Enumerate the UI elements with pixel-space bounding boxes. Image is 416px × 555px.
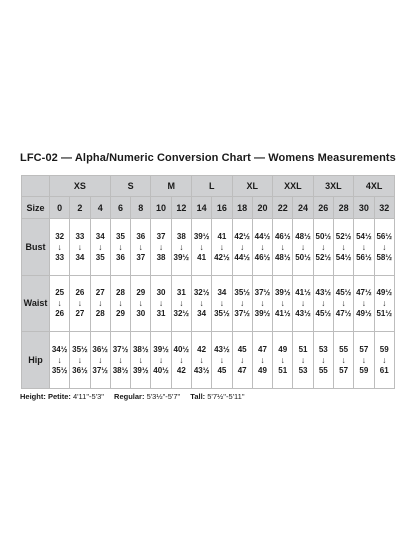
measurement-range-cell (110, 275, 130, 332)
down-arrow-icon: ↓ (199, 241, 204, 252)
measurement-range-cell (273, 332, 293, 389)
measurement-range-cell (232, 219, 252, 276)
measurement-range-cell (50, 219, 70, 276)
measurement-range-cell (252, 275, 272, 332)
range-to: 35½ (51, 366, 68, 376)
measurement-row (22, 275, 395, 332)
measurement-row (22, 219, 395, 276)
down-arrow-icon: ↓ (300, 298, 306, 309)
measurement-range-cell (273, 219, 293, 276)
range-to: 55 (318, 366, 328, 376)
range-to: 52½ (315, 252, 332, 262)
measurement-range-cell (232, 275, 252, 332)
corner-cell (22, 176, 50, 197)
numeric-size-cell: 18 (232, 197, 252, 219)
range-to: 50½ (295, 252, 311, 262)
range-from: 36 (136, 231, 146, 241)
down-arrow-icon: ↓ (219, 241, 225, 252)
range-from: 37½ (112, 345, 129, 355)
range-from: 32½ (193, 288, 210, 298)
down-arrow-icon: ↓ (57, 355, 62, 366)
size-conversion-table (21, 175, 395, 389)
down-arrow-icon: ↓ (321, 355, 326, 366)
range-from: 25 (55, 288, 65, 298)
alpha-size-cell: 4XL (354, 176, 395, 197)
down-arrow-icon: ↓ (138, 298, 143, 309)
petite-value: 4'11"-5'3" (72, 392, 104, 401)
measurement-range-cell (273, 275, 293, 332)
measurement-range-cell (131, 219, 151, 276)
range-from: 55 (339, 345, 349, 355)
range-from: 52½ (335, 231, 352, 241)
numeric-size-cell: 30 (354, 197, 374, 219)
range-to: 42 (176, 366, 186, 376)
down-arrow-icon: ↓ (280, 298, 285, 309)
measurement-range-cell (354, 275, 374, 332)
range-to: 35 (95, 252, 105, 262)
range-to: 37½ (234, 309, 250, 319)
range-from: 39½ (274, 288, 291, 298)
range-to: 45½ (315, 309, 332, 319)
down-arrow-icon: ↓ (118, 241, 123, 252)
range-to: 39½ (173, 252, 190, 262)
numeric-size-cell: 12 (171, 197, 191, 219)
size-label: Size (22, 197, 50, 219)
down-arrow-icon: ↓ (240, 355, 245, 366)
range-to: 41½ (274, 309, 291, 319)
range-from: 34 (217, 288, 227, 298)
down-arrow-icon: ↓ (280, 355, 285, 366)
down-arrow-icon: ↓ (179, 355, 184, 366)
range-to: 27 (75, 309, 85, 319)
range-from: 28 (116, 288, 125, 298)
range-to: 47½ (335, 309, 352, 319)
down-arrow-icon: ↓ (98, 241, 103, 252)
range-from: 38 (176, 231, 186, 241)
numeric-size-cell: 8 (131, 197, 151, 219)
range-from: 42 (197, 345, 207, 355)
numeric-size-cell: 26 (313, 197, 333, 219)
range-from: 32 (55, 231, 65, 241)
measurement-range-cell (313, 332, 333, 389)
measurement-range-cell (313, 275, 333, 332)
numeric-size-cell: 22 (273, 197, 293, 219)
range-to: 43½ (295, 309, 311, 319)
range-from: 30 (156, 288, 166, 298)
range-from: 53 (318, 345, 328, 355)
down-arrow-icon: ↓ (361, 298, 366, 309)
range-to: 26 (55, 309, 65, 319)
measurement-range-cell (212, 219, 232, 276)
measurement-range-cell (313, 219, 333, 276)
range-to: 34 (197, 309, 207, 319)
height-label: Height: (20, 392, 46, 401)
down-arrow-icon: ↓ (382, 298, 387, 309)
measurement-range-cell (293, 219, 313, 276)
range-to: 41 (197, 252, 207, 262)
range-from: 34 (95, 231, 105, 241)
range-to: 37 (136, 252, 146, 262)
measurement-range-cell (171, 332, 191, 389)
range-to: 36 (116, 252, 125, 262)
range-from: 40½ (173, 345, 190, 355)
range-to: 45 (217, 366, 227, 376)
range-to: 49 (258, 366, 267, 376)
range-to: 43½ (193, 366, 210, 376)
down-arrow-icon: ↓ (77, 298, 83, 309)
range-to: 46½ (254, 252, 271, 262)
measurement-range-cell (354, 332, 374, 389)
alpha-size-cell: XXL (273, 176, 314, 197)
numeric-size-cell: 24 (293, 197, 313, 219)
range-from: 37½ (254, 288, 271, 298)
numeric-size-cell: 2 (70, 197, 90, 219)
down-arrow-icon: ↓ (361, 241, 366, 252)
down-arrow-icon: ↓ (118, 298, 123, 309)
measurement-range-cell (333, 219, 353, 276)
range-to: 51 (278, 366, 288, 376)
down-arrow-icon: ↓ (240, 298, 245, 309)
measurement-range-cell (293, 275, 313, 332)
measurement-range-cell (374, 275, 395, 332)
range-from: 47 (258, 345, 267, 355)
alpha-size-cell: S (110, 176, 151, 197)
alpha-size-cell: XS (50, 176, 111, 197)
down-arrow-icon: ↓ (179, 241, 184, 252)
range-from: 46½ (274, 231, 291, 241)
numeric-size-cell: 0 (50, 197, 70, 219)
measurement-range-cell (50, 332, 70, 389)
measurement-range-cell (252, 332, 272, 389)
down-arrow-icon: ↓ (199, 298, 204, 309)
range-from: 26 (75, 288, 85, 298)
alpha-size-cell: L (191, 176, 232, 197)
range-from: 37 (156, 231, 166, 241)
measurement-range-cell (90, 332, 110, 389)
measurement-range-cell (171, 275, 191, 332)
range-from: 27 (95, 288, 105, 298)
down-arrow-icon: ↓ (219, 298, 225, 309)
range-from: 35½ (72, 345, 88, 355)
down-arrow-icon: ↓ (98, 298, 103, 309)
measurement-range-cell (151, 219, 171, 276)
numeric-size-row (22, 197, 395, 219)
range-to: 35½ (214, 309, 230, 319)
measurement-row (22, 332, 395, 389)
numeric-size-cell: 16 (212, 197, 232, 219)
alpha-size-row (22, 176, 395, 197)
measurement-range-cell (90, 275, 110, 332)
measurement-range-cell (50, 275, 70, 332)
regular-value: 5'3½"-5'7" (146, 392, 181, 401)
range-from: 49½ (376, 288, 393, 298)
down-arrow-icon: ↓ (158, 355, 164, 366)
down-arrow-icon: ↓ (341, 241, 346, 252)
down-arrow-icon: ↓ (260, 298, 265, 309)
range-to: 31 (156, 309, 166, 319)
measurement-range-cell (70, 332, 90, 389)
range-from: 41 (217, 231, 227, 241)
range-from: 51 (298, 345, 308, 355)
down-arrow-icon: ↓ (138, 355, 143, 366)
down-arrow-icon: ↓ (158, 241, 164, 252)
range-from: 31 (176, 288, 186, 298)
range-from: 38½ (132, 345, 149, 355)
range-to: 38 (156, 252, 166, 262)
down-arrow-icon: ↓ (77, 241, 83, 252)
range-to: 51½ (376, 309, 393, 319)
down-arrow-icon: ↓ (280, 241, 285, 252)
range-to: 58½ (376, 252, 393, 262)
measurement-range-cell (191, 219, 211, 276)
down-arrow-icon: ↓ (260, 241, 265, 252)
down-arrow-icon: ↓ (382, 355, 387, 366)
range-to: 56½ (356, 252, 372, 262)
range-to: 57 (339, 366, 349, 376)
alpha-size-cell: XL (232, 176, 273, 197)
measurement-range-cell (131, 332, 151, 389)
down-arrow-icon: ↓ (341, 355, 346, 366)
range-from: 42½ (234, 231, 250, 241)
measurement-range-cell (374, 332, 395, 389)
measurement-range-cell (212, 332, 232, 389)
range-to: 59 (359, 366, 369, 376)
range-from: 39½ (153, 345, 169, 355)
measurement-range-cell (191, 275, 211, 332)
measurement-range-cell (70, 275, 90, 332)
numeric-size-cell: 20 (252, 197, 272, 219)
range-from: 56½ (376, 231, 393, 241)
range-from: 47½ (356, 288, 372, 298)
numeric-size-cell: 28 (333, 197, 353, 219)
down-arrow-icon: ↓ (57, 241, 62, 252)
range-to: 39½ (132, 366, 149, 376)
measurement-label: Hip (22, 332, 50, 389)
range-from: 48½ (295, 231, 311, 241)
range-to: 28 (95, 309, 105, 319)
range-from: 33 (75, 231, 85, 241)
range-to: 33 (55, 252, 65, 262)
down-arrow-icon: ↓ (300, 355, 306, 366)
range-from: 35½ (234, 288, 250, 298)
down-arrow-icon: ↓ (98, 355, 103, 366)
numeric-size-cell: 4 (90, 197, 110, 219)
numeric-size-cell: 6 (110, 197, 130, 219)
measurement-range-cell (232, 332, 252, 389)
down-arrow-icon: ↓ (341, 298, 346, 309)
range-from: 49 (278, 345, 288, 355)
measurement-range-cell (151, 275, 171, 332)
down-arrow-icon: ↓ (240, 241, 245, 252)
tall-label: Tall: (190, 392, 206, 401)
range-from: 34½ (51, 345, 68, 355)
range-from: 50½ (315, 231, 332, 241)
range-to: 36½ (72, 366, 88, 376)
chart-title: LFC-02 — Alpha/Numeric Conversion Chart — Womens Measurements (20, 152, 396, 164)
down-arrow-icon: ↓ (57, 298, 62, 309)
numeric-size-cell: 10 (151, 197, 171, 219)
down-arrow-icon: ↓ (219, 355, 225, 366)
measurement-range-cell (171, 219, 191, 276)
measurement-range-cell (191, 332, 211, 389)
range-to: 30 (136, 309, 146, 319)
range-to: 54½ (335, 252, 352, 262)
range-to: 29 (116, 309, 125, 319)
down-arrow-icon: ↓ (382, 241, 387, 252)
alpha-size-cell: M (151, 176, 192, 197)
range-from: 29 (136, 288, 146, 298)
range-to: 61 (379, 366, 389, 376)
range-to: 53 (298, 366, 308, 376)
range-from: 54½ (356, 231, 372, 241)
down-arrow-icon: ↓ (300, 241, 306, 252)
range-from: 39½ (193, 231, 210, 241)
measurement-range-cell (90, 219, 110, 276)
range-to: 42½ (214, 252, 230, 262)
range-to: 38½ (112, 366, 129, 376)
numeric-size-cell: 32 (374, 197, 395, 219)
range-from: 36½ (92, 345, 108, 355)
petite-label: Petite: (47, 392, 71, 401)
measurement-range-cell (354, 219, 374, 276)
measurement-range-cell (70, 219, 90, 276)
down-arrow-icon: ↓ (321, 241, 326, 252)
range-to: 39½ (254, 309, 271, 319)
measurement-label: Bust (22, 219, 50, 276)
numeric-size-cell: 14 (191, 197, 211, 219)
range-from: 45½ (335, 288, 352, 298)
measurement-range-cell (333, 275, 353, 332)
down-arrow-icon: ↓ (138, 241, 143, 252)
measurement-range-cell (333, 332, 353, 389)
down-arrow-icon: ↓ (118, 355, 123, 366)
measurement-range-cell (252, 219, 272, 276)
measurement-range-cell (110, 219, 130, 276)
range-from: 35 (116, 231, 125, 241)
down-arrow-icon: ↓ (361, 355, 366, 366)
range-to: 44½ (234, 252, 250, 262)
measurement-range-cell (293, 332, 313, 389)
range-to: 49½ (356, 309, 372, 319)
down-arrow-icon: ↓ (199, 355, 204, 366)
range-to: 34 (75, 252, 85, 262)
range-to: 32½ (173, 309, 190, 319)
down-arrow-icon: ↓ (179, 298, 184, 309)
regular-label: Regular: (114, 392, 145, 401)
range-from: 57 (359, 345, 369, 355)
range-from: 44½ (254, 231, 271, 241)
measurement-range-cell (131, 275, 151, 332)
range-to: 47 (237, 366, 247, 376)
down-arrow-icon: ↓ (260, 355, 265, 366)
range-to: 40½ (153, 366, 169, 376)
measurement-range-cell (151, 332, 171, 389)
height-legend (20, 392, 253, 401)
range-from: 59 (379, 345, 389, 355)
measurement-label: Waist (22, 275, 50, 332)
measurement-range-cell (110, 332, 130, 389)
range-from: 45 (237, 345, 247, 355)
range-from: 43½ (315, 288, 332, 298)
down-arrow-icon: ↓ (321, 298, 326, 309)
alpha-size-cell: 3XL (313, 176, 354, 197)
range-from: 43½ (214, 345, 230, 355)
range-to: 37½ (92, 366, 108, 376)
range-to: 48½ (274, 252, 291, 262)
tall-value: 5'7½"-5'11" (207, 392, 245, 401)
measurement-range-cell (374, 219, 395, 276)
down-arrow-icon: ↓ (158, 298, 164, 309)
down-arrow-icon: ↓ (77, 355, 83, 366)
range-from: 41½ (295, 288, 311, 298)
measurement-range-cell (212, 275, 232, 332)
